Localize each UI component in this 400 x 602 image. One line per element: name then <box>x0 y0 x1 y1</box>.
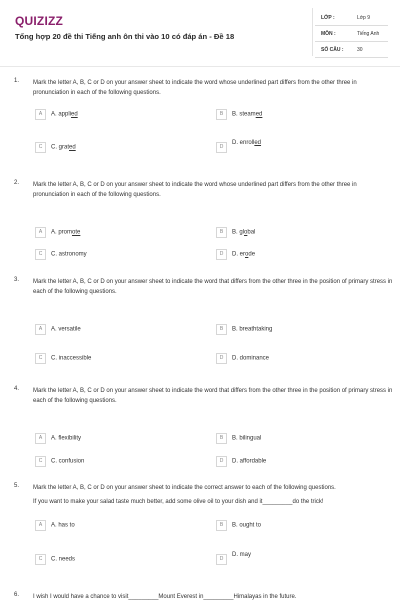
option-c[interactable] <box>35 456 84 467</box>
option-a[interactable] <box>35 324 81 335</box>
option-letter: C <box>35 353 46 364</box>
option-c[interactable] <box>35 554 75 565</box>
option-b[interactable] <box>216 227 255 238</box>
question-stem: If you want to make your salad taste much better, add some olive oil to your dish and it_________do the trick! <box>33 499 324 505</box>
worksheet-header <box>0 0 400 66</box>
option-letter: C <box>35 142 46 153</box>
option-text: B. bilingual <box>232 435 262 442</box>
option-text: B. ought to <box>232 522 262 529</box>
underlined-part: ed <box>254 139 262 146</box>
meta-row-count <box>315 42 388 58</box>
question-number: 3. <box>14 277 20 283</box>
header-divider <box>0 66 400 67</box>
option-a[interactable] <box>35 227 80 238</box>
option-a[interactable] <box>35 433 81 444</box>
option-letter: D <box>216 249 227 260</box>
option-text: A. versatile <box>51 326 81 333</box>
question-text: Mark the letter A, B, C or D on your answer sheet to indicate the word that differs from the other three in the position of primary stress in each of the following questions. <box>33 388 393 404</box>
option-text: D. enroll <box>232 139 255 146</box>
question-text: Mark the letter A, B, C or D on your answer sheet to indicate the word that differs from the other three in the position of primary stress in each of the following questions. <box>33 279 393 295</box>
option-d[interactable] <box>216 551 252 565</box>
option-letter: B <box>216 433 227 444</box>
option-a[interactable] <box>35 520 75 531</box>
underlined-part: o <box>244 229 248 236</box>
meta-value: Lớp 9 <box>357 15 371 21</box>
option-text: D. may <box>232 551 252 558</box>
meta-row-class <box>315 10 388 26</box>
option-text: D. er <box>232 251 246 258</box>
question-number: 4. <box>14 386 20 392</box>
option-b[interactable] <box>216 520 261 531</box>
option-letter: A <box>35 227 46 238</box>
meta-value: Tiếng Anh <box>357 31 380 37</box>
option-d[interactable] <box>216 456 266 467</box>
option-letter: A <box>35 109 46 120</box>
option-letter: D <box>216 142 227 153</box>
option-text-rest: bal <box>247 229 256 236</box>
option-d[interactable] <box>216 353 269 364</box>
option-letter: A <box>35 520 46 531</box>
question-text: I wish I would have a chance to visit_________Mount Everest in_________Himalayas in the future. <box>33 594 297 600</box>
option-letter: D <box>216 456 227 467</box>
option-text: C. grat <box>51 144 70 151</box>
question-text: Mark the letter A, B, C or D on your answer sheet to indicate the word whose underlined part differs from the other three in pronunciation in each of the following questions. <box>33 80 357 96</box>
option-b[interactable] <box>216 433 261 444</box>
option-text: D. affordable <box>232 458 267 465</box>
option-letter: C <box>35 554 46 565</box>
option-text: C. inaccessible <box>51 355 92 362</box>
underlined-part: ote <box>72 229 81 236</box>
question-number: 5. <box>14 483 20 489</box>
document-title: Tổng hợp 20 đề thi Tiếng anh ôn thi vào 10 có đáp án - Đề 18 <box>15 32 235 41</box>
question-text: Mark the letter A, B, C or D on your answer sheet to indicate the word whose underlined part differs from the other three in pronunciation in each of the following questions. <box>33 182 357 198</box>
option-text: B. gl <box>232 229 245 236</box>
option-letter: B <box>216 520 227 531</box>
option-letter: D <box>216 554 227 565</box>
underlined-part: ed <box>255 111 263 118</box>
option-b[interactable] <box>216 324 272 335</box>
option-letter: A <box>35 324 46 335</box>
meta-key: SỐ CÂU : <box>321 47 344 53</box>
question-number: 6. <box>14 592 20 598</box>
question-number: 2. <box>14 180 20 186</box>
underlined-part: ed <box>69 144 76 151</box>
option-c[interactable] <box>35 142 76 153</box>
meta-row-subject <box>315 26 388 42</box>
option-text: C. needs <box>51 556 76 563</box>
option-letter: A <box>35 433 46 444</box>
quizizz-logo[interactable]: QUIZIZZ <box>15 14 64 28</box>
option-letter: B <box>216 324 227 335</box>
option-letter: B <box>216 109 227 120</box>
question-number: 1. <box>14 78 20 84</box>
option-text: C. confusion <box>51 458 85 465</box>
question-text: Mark the letter A, B, C or D on your answer sheet to indicate the correct answer to each of the following questions. <box>33 485 336 491</box>
option-text: A. flexibility <box>51 435 82 442</box>
option-text: A. prom <box>51 229 73 236</box>
underlined-part: ed <box>71 111 78 118</box>
option-text: A. has to <box>51 522 75 529</box>
option-c[interactable] <box>35 353 91 364</box>
option-text: B. breathtaking <box>232 326 273 333</box>
option-a[interactable] <box>35 109 78 120</box>
meta-value: 30 <box>357 47 363 53</box>
meta-table <box>315 10 388 58</box>
option-d[interactable] <box>216 249 255 260</box>
option-text: A. appli <box>51 111 72 118</box>
option-letter: C <box>35 456 46 467</box>
meta-key: LỚP : <box>321 15 335 21</box>
underlined-part: o <box>245 251 249 258</box>
option-c[interactable] <box>35 249 87 260</box>
option-text: C. astronomy <box>51 251 87 258</box>
option-text: D. dominance <box>232 355 270 362</box>
option-text: B. steam <box>232 111 256 118</box>
meta-key: MÔN : <box>321 31 336 37</box>
option-d[interactable] <box>216 139 262 153</box>
option-letter: B <box>216 227 227 238</box>
option-letter: D <box>216 353 227 364</box>
option-b[interactable] <box>216 109 262 120</box>
option-text-rest: de <box>248 251 256 258</box>
option-letter: C <box>35 249 46 260</box>
